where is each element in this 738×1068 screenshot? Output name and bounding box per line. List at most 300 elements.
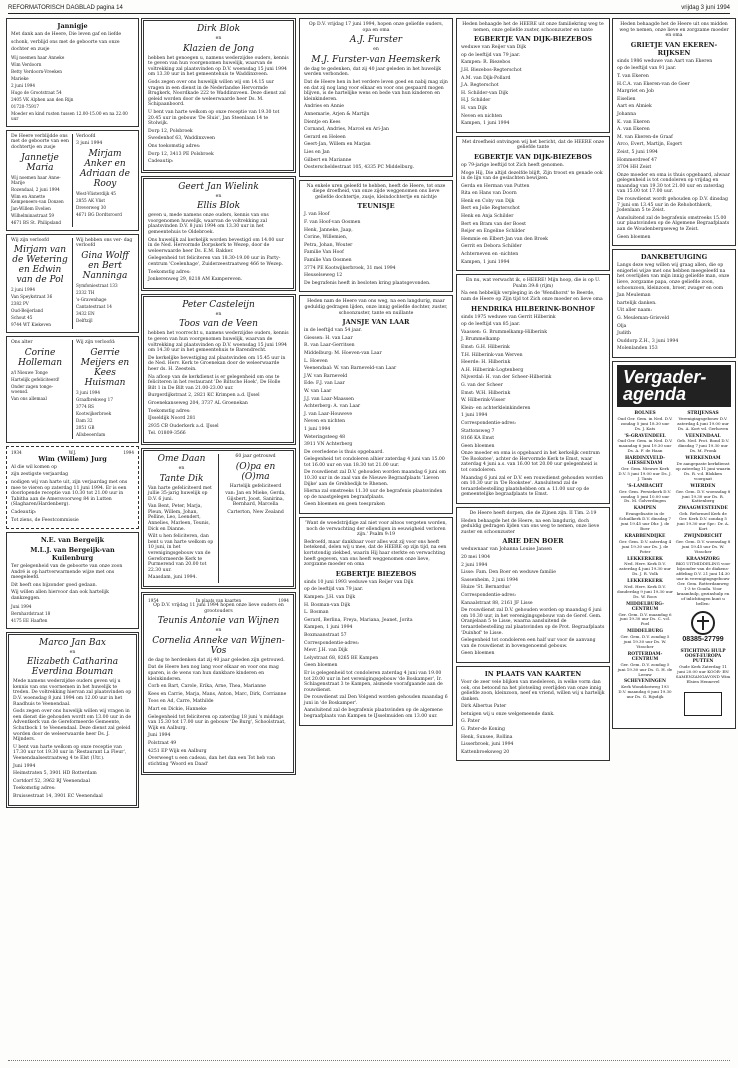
ad-text: Correspondentie-adres:	[461, 420, 517, 426]
ad-text: Bert en Jolie Regterschot	[461, 206, 520, 212]
ad-text: Juni 1994	[13, 763, 36, 769]
ad-text: 4251 EP Wijk en Aalburg	[148, 748, 207, 754]
column-1	[6, 18, 139, 811]
agenda-text: Ger. Gem. D.V. zondag 5 juni 19.30 uur Ds. W. Visscher	[620, 634, 670, 649]
ad-text: Gerard en Heleen	[304, 134, 346, 140]
ad-text: Mevr. J.H. van Dijk	[304, 648, 348, 654]
ad-text: Kampen, 1 juni 1994	[304, 625, 353, 631]
ad-text: Dreverweg 30	[76, 204, 107, 210]
ad-text: Van Bent, Peter, Marja, Pleun, Willem, Johan, Pelline, Leo, Leendert, Annelies, Marleen, Teunis, Dick en Dianne.	[148, 504, 210, 532]
ad-text: Klein- en achterkleinkinderen	[461, 405, 531, 411]
agenda-heading: STRIJENSAS	[687, 410, 719, 416]
ad-text: Wilhelminastraat 59	[11, 212, 55, 218]
ad-text: Geen bloemen	[461, 651, 495, 657]
announcement-hendrika	[456, 274, 610, 504]
ad-text: Ede: F.J. van Laar	[304, 381, 345, 387]
ad-text: Lisse: Fam. Den Boer en weduwe familie	[461, 570, 556, 576]
announcement-dirk	[141, 18, 296, 173]
ad-text: Wij zijn verloofd	[11, 237, 49, 243]
ad-right-text: (O)pa en (O)ma	[235, 461, 276, 482]
column-4	[456, 18, 610, 764]
ad-sub: en	[215, 311, 222, 317]
ad-top-text: 1934	[11, 449, 22, 455]
ad-text: De rouwdienst zal Den Volgend worden gehouden maandag 6 juni in 'de Boskamper'.	[304, 695, 448, 706]
ad-text: Zeist, 5 juni 1994	[617, 149, 658, 155]
ad-text: Marieke	[11, 75, 29, 81]
announcement-jannigje1	[6, 18, 139, 127]
agenda-text: Geb. Ned. Prot. Bond D.V. dinsdag 7 juni 19.30 uur Ds. M. Fronk	[676, 438, 730, 454]
ad-text: Arco, Evert, Martijn, Esgert	[617, 142, 683, 148]
ad-text: Onze moeder en oma is thuis opgebaard, alwaar gelegenheid is tot condoleren op vrijdag en maandag van 19.30 tot 21.00 uur en zaterdag van 15.00 tot 17.00 uur.	[617, 172, 730, 195]
announcement-boer	[456, 507, 610, 663]
ad-text: de dag te gedenken, dat zij 40 jaar geleden in het huwelijk werden verbonden.	[304, 66, 442, 78]
ad-text: Ouddorp Z.H., 3 juni 1994	[617, 338, 679, 344]
agenda-left	[617, 409, 673, 725]
ad-text: T. van Ekeren	[617, 73, 649, 79]
ad-text: Tel. 01809-3566	[148, 431, 186, 437]
agenda-heading: 'S-LAMBACHT	[627, 483, 663, 489]
ad-right-name: Gina Wolff en Bert Nanninga	[81, 250, 129, 281]
agenda-heading: 'S-GRAVENDEEL	[624, 433, 666, 439]
ad-text: 20 mei 1904	[461, 555, 491, 560]
announcement-kaarten	[456, 666, 610, 762]
ad-text: Cadeautip:	[148, 159, 174, 165]
ad-text: Kampen, 1 juni 1994	[461, 259, 510, 265]
ad-text: Olja	[617, 323, 627, 329]
agenda-heading: MIDDELBURG	[627, 629, 663, 635]
ad-text: 'Want de woedstrijdige zal niet voor altoos vergeten worden, noch de verwachting der ellendigen in eeuwigheid verloren zijn.' Psalm 9:19	[305, 521, 447, 538]
announcement-peter	[141, 294, 296, 445]
ad-text: H.C.A. van Ekeren-van de Geer	[617, 81, 690, 87]
ad-text: de dag te herdenken dat zij 40 jaar geleden zijn getrouwd.	[148, 657, 285, 663]
agenda-heading: LEKKERKERK	[627, 579, 663, 585]
ad-left	[11, 340, 69, 439]
ad-text: Er is gelegenheid tot condoleren zaterdag 4 juni van 19.00 tot 20.00 uur in het verenigingsgebouw 'de Boskamper', Ir. Schlagenstraat 3 te Kampen, alsmede voorafgaande aan de rouwdienst.	[304, 670, 443, 693]
ad-right-text: 60 jaar getrouwd	[235, 453, 276, 459]
ad-text: Dirk Albertus Pater	[461, 704, 507, 710]
ad-text: Huize 'St. Bernardus'	[461, 585, 511, 591]
ad-text: Annemarie, Arjen & Martijn	[304, 111, 370, 117]
announcement-dank	[612, 249, 736, 358]
ad-text: Na afloop van de kerkdienst is er gelegenheid om ons te feliciteren in het restaurant 'De Biltsche Hoek', De Holle Bilt 1 in De Bilt van 21.00-23.00 uur.	[148, 374, 281, 391]
announcement-dijk	[456, 18, 610, 133]
ad-text: Hierna zal omstreeks 11.30 uur de begrafenis plaatsvinden op de naastgelegen begraafplaats.	[304, 489, 443, 500]
ad-text: Middelburg: M. Hoeven-van Laar	[304, 350, 382, 356]
ad-split	[11, 134, 134, 227]
ad-title: Geert Jan Wielink	[178, 181, 259, 192]
ad-text: Familie Van Oosmen	[304, 258, 352, 264]
ad-text: dochter en zusje	[11, 47, 50, 53]
agenda-text: Ger. Gem. D.V. woensdag 8 juni 19.45 uur Ds. W. Visscher	[675, 538, 731, 554]
ad-text: Toekomstig adres:	[148, 408, 191, 414]
ad-title2: Toos van de Veen	[179, 319, 258, 330]
agenda-text: Ger. Gem. D.V. woensdag 8 juni 19.30 uur Ds. R. Kattenberg	[675, 488, 731, 504]
ad-text: Emst: W.H. Hilberink	[461, 390, 511, 396]
agenda-text: Evangelisatie in de Schuilkerk D.V. dinsdag 7 juni 19.45 uur Dhr. J. de Boer	[619, 511, 671, 531]
announcement-biezebos	[299, 517, 453, 726]
ad-text: Maasdam, juni 1994.	[148, 575, 197, 581]
announcement-dijk2	[456, 136, 610, 272]
ad-title: EGBERTJE BIEZEBOS	[335, 569, 417, 578]
ad-text: G. Pater	[461, 719, 480, 725]
announcement-onedaan	[141, 448, 296, 589]
ad-text: Andries en Annie	[304, 104, 344, 110]
ad-text: 2382 PV	[11, 301, 29, 307]
ad-text: geven u, mede namens onze ouders, kennis van ons voorgenomen huwelijk, waarvan de voltrekking zal plaatsvinden D.V. 8 juni 1994 om 13.30 uur in het gemeentehuis te Oldebroek.	[148, 213, 269, 236]
announcement-wim	[6, 446, 139, 529]
ad-text: 2935 CB Ouderkerk a.d. IJssel	[148, 423, 219, 429]
ad-text: Kees en Carrie, Marja, Mans, Anton, Marc, Dirk, Corrianne	[148, 691, 287, 697]
ad-text: Schout 45	[11, 315, 33, 321]
announcement-jannetje	[6, 130, 139, 231]
ad-text: De rouwdienst zal D.V. gehouden worden op maandag 6 juni om 10.30 uur, in het verenigingsgebouw van de Geref. Gem. Oranjelaan 5 te Lisse, waarna aansluitend de teraardebestelling zal plaatsvinden op de Prot. Begraafplaats 'Duinhof' te Lisse.	[461, 608, 605, 636]
ad-text: Correspondentie-adres:	[461, 592, 517, 598]
ad-text: Kattenbroeksweg 20	[461, 749, 510, 755]
header-right: vrijdag 3 juni 1994	[681, 5, 730, 11]
ad-sub: en	[178, 465, 185, 471]
ad-text: 3774 RS	[76, 403, 95, 409]
agenda-text: Ned. Herv. Kerk D.V. donderdag 9 juni 19.30 uur Ds. W. Roos	[617, 584, 673, 599]
ad-text: G. Pater-de Koning	[461, 727, 505, 733]
ad-title2: Cornelia Anneke van Wijnen-Vos	[152, 635, 285, 656]
agenda-heading: ROTTERDAM-CENTRUM	[627, 651, 663, 662]
ad-text: z/l Nieuwe Tonge	[11, 369, 48, 375]
ad-text: Groenekanseweg 204, 3737 AL Groenekan	[148, 400, 248, 406]
ad-text: Hemmie en Elbert-Jan van den Broek	[461, 236, 548, 242]
ad-text: Corb en Bart, Carole, Erika, Arne, Thea, Marianne	[148, 684, 266, 690]
ad-text: Henk, Janneke, Jaap,	[304, 227, 353, 233]
ad-text: Moeder en kind rusten tussen 12.00-15.00 en na 22.00 uur	[11, 110, 128, 121]
header-left: REFORMATORISCH DAGBLAD pagina 14	[8, 5, 123, 11]
ad-name: Jannigje	[57, 22, 88, 30]
ad-title: GRIETJE VAN EKEREN-RIJKSEN	[630, 40, 718, 57]
page-footer-rule	[8, 1060, 730, 1064]
ad-text: Na een hebbelijk verpleging in de 'Wendhorst' te Beerde, nam de Heere op Zijn tijd tot Zich onze moeder en lieve oma	[461, 291, 603, 302]
ad-text: Geen bloemen	[461, 443, 495, 449]
ad-text: Dit heeft ons bijzonder goed gedaan.	[11, 582, 98, 588]
ad-title2: Ellis Blok	[196, 201, 241, 212]
ad-text: hebben het voorrecht u, namens wederzijdse ouders, kennis te geven van hun voorgenomen huwelijk, waarvan de voltrekking zal plaatsvinden op D.V. woensdag 15 juni 1994 om 14.30 uur in het gemeentehuis te Barendrecht.	[148, 331, 289, 354]
ad-text: Vaassen: G. Brummelkamp-Hilberink	[461, 329, 548, 335]
ad-text: Op D.V. vrijdag 11 juni 1994 hopen onze lieve ouders en grootouders	[153, 603, 284, 614]
announcement-furster	[299, 18, 453, 177]
ad-text: Neven en nichten	[304, 419, 346, 425]
ad-text: Bruissestraat 14, 3901 EC Veenendaal	[13, 793, 103, 799]
ad-text: 4671 BG Dordtsroord	[76, 211, 122, 217]
ad-text: J.H. Biezebos-Regterschot	[461, 67, 522, 73]
agenda-right	[675, 409, 731, 725]
ad-title: JANSJE VAN LAAR	[342, 318, 410, 327]
ad-text: Heimstraten 5, 3901 HD Rotterdam	[13, 771, 97, 777]
ad-text: F. van Hoof-van Oosmen	[304, 220, 361, 226]
ad-text: Oosterscheldestraat 105, 4335 PC Middelburg.	[304, 165, 415, 171]
ad-text: Rita en Hans van Doorn	[461, 191, 517, 197]
agenda-heading: ZWIJNDRECHT	[684, 533, 722, 539]
ad-text: 4175 EE Haaften	[11, 617, 48, 623]
ad-text: Hugo de Grootstraat 54	[11, 89, 62, 95]
ad-text: Kanaalstraat 88, 2161 JF Lisse	[461, 600, 533, 606]
ad-top-text: 1994	[278, 598, 289, 603]
ad-right-name: Mirjam Anker en Adriaan de Rooy	[80, 148, 130, 189]
ad-text: Gods zegen over ons huwelijk willen wij om 14.15 uur vragen in een dienst in de Nederlandse Hervormde Brugkerk, Noordkade 222 te Waddinxveen. Deze dienst zal geleid worden door de weleerwaarde heer Ds. M. Schipaanboord.	[148, 79, 286, 108]
ad-text: Van ons allemaal	[11, 395, 47, 401]
agenda-text: Oud Ger. Gem. in Ned. D.V. maandag 6 juni 19.30 uur Ds. A. F. de Haan	[617, 438, 673, 454]
ad-text: Lelystraat 68, 8265 BE Kampen	[304, 655, 379, 661]
ad-text: 2 juni 1994	[11, 82, 36, 88]
ad-text: H. Bosman-van Dijk	[304, 602, 351, 608]
agenda-heading: KAMPEN	[633, 506, 657, 512]
ad-text: op de leeftijd van 91 jaar.	[617, 66, 677, 72]
ad-sub: en	[215, 36, 222, 41]
ad-text: Cortdorf 52, 3962 RJ Veenendaal	[13, 778, 90, 784]
ad-text: 2332 TH	[76, 289, 95, 295]
ad-title: Marco Jan Bax	[39, 637, 106, 648]
ad-text: Weteringsteeg 48	[304, 434, 346, 440]
ad-text: Aansluitend zal de begrafenis plaatsvinden op de algemene begraafplaats van Kampen te IJsselmuiden om 13.00 uur.	[304, 708, 443, 720]
agenda-text: Kerk Wonddoriweg 193 D.V. maandag 6 juni 19.30 uur Ds. G. Rijsdijk	[618, 684, 672, 700]
cross-icon	[691, 611, 715, 635]
ad-text: Henk, Sunsee, Rollina	[461, 734, 513, 740]
announcement-ekeren	[612, 18, 736, 246]
ad-text: Juni 1994	[148, 733, 171, 739]
ad-text: Dat de Heere hen in het verdere leven goed en nabij mag zijn en dat zij nog lang voor elkaar en voor ons gespaard mogen blijven, is de hartelijke wens en bede van hun kinderen en kleinkinderen.	[304, 79, 448, 102]
ad-text: Heden behaagde het de HEERE uit onze familiekring weg te nemen, onze geliefde zuster, schoonzuster en tante	[462, 22, 604, 33]
ad-text: Henk en Anja Schilder	[461, 214, 514, 220]
ad-sub: en	[69, 649, 76, 655]
ad-text: Hommerdreef 47	[617, 157, 657, 163]
ad-text: L. Bosman	[304, 610, 329, 616]
ad-text: Delftzijl	[76, 317, 93, 323]
ad-title: Wim (Willem) Jurg	[38, 454, 107, 463]
ad-text: Dorp 12, Polsbroek	[148, 128, 193, 134]
ad-text: R. van Laar-Gerritsen	[304, 343, 355, 349]
ad-text: 9744 WT Kiekeven	[11, 322, 51, 328]
ad-text: weduwnaar van Johanna Louise Jansen	[461, 547, 553, 553]
ad-text: Heuselseweg 12	[304, 273, 343, 279]
agenda-text: Ned. Herv. Kerk D.V. zaterdag 4 juni 19.30 uur Ds. J. R. Volk	[619, 561, 671, 577]
ad-text: J. van Laar-Houweve	[304, 411, 353, 417]
ad-title: Peter Casteleijn	[182, 299, 255, 310]
ad-text: Gelegenheid tot feliciteren van 18.30-19.00 uur in Party-centrum 'Coelenhage', Zuiderzeestraatweg 466 te Wezep.	[148, 256, 283, 268]
ad-text: De Heere verblijdde ons met de geboorte van een dochtertje en zusje	[11, 133, 70, 150]
ad-text: Gelegenheid tot feliciteren op zaterdag 18 juni 's middags van 15.30 tot 17.00 uur in gebouw 'De Burg', Schoolstraat, Wijk en Aalburg.	[148, 714, 286, 731]
ad-text: Wij zijn verloofd:	[76, 340, 116, 346]
ad-text: Judith	[617, 331, 632, 337]
ad-name: Mirjam van de Wetering en Edwin van de Pol	[12, 245, 68, 286]
ad-text: Geen bloemen	[617, 234, 651, 240]
ad-title: A.J. Furster	[349, 35, 403, 46]
stichting-logo	[675, 685, 731, 725]
ad-text: nodigen wij van harte uit, zijn verjaardag met ons mee te vieren op zaterdag 11 juni 1994. Er is een doorlopende receptie van 10.30 tot 21.00 uur in Tabitha aan de Amersvoorweg 84 in Lutten (Slagharen/Hardenberg).	[11, 479, 128, 508]
ad-text: H. van Dijk	[461, 105, 488, 111]
ad-text: op 79-jarige leeftijd tot Zich heeft genomen.	[461, 162, 565, 168]
ad-text: Overweegt u een cadeau, dan het dan een Tot heb van stichting 'Woord en Daad'	[148, 756, 275, 767]
page-header	[8, 4, 730, 14]
ad-text: G. van der Scheer	[461, 382, 503, 388]
ad-text: Wim Verdoorn	[11, 61, 42, 67]
ad-text: Mart en Dickie, Hanneke	[148, 706, 207, 712]
ad-text: Van harte gefeliciteerd met jullie 35-jarig huwelijk op D.V. 6 juni.	[148, 485, 212, 502]
ad-title2: Tante Dik	[159, 473, 204, 484]
ad-text: Petra, Johan, Wouter	[304, 242, 353, 248]
ad-text: Voor de zeer vele blijken van medeleven, in welke vorm dan ook, ons betoond na het plotseling overlijden van onze innig geliefde zoon, kleinzoon, neef en vriend, willen wij u hartelijk danken.	[461, 679, 605, 702]
ad-text: Symfoniestraat 133	[76, 282, 118, 288]
ad-text: Henk en Coby van Dijk	[461, 198, 515, 204]
ad-text: J. Brummelkamp	[461, 337, 500, 343]
ad-top-text: 1954	[148, 598, 159, 603]
ad-text: betuigen wij u onze welgemeende dank.	[461, 711, 555, 717]
agenda-heading: MIDDELBURG-CENTRUM	[626, 601, 664, 612]
ad-text: Al die wil komen op	[11, 464, 57, 470]
ad-text: Emst: G.H. Hilberink	[461, 344, 510, 350]
ad-text: 's-Gravenhage	[76, 296, 107, 302]
ad-text: L. Hoeven	[304, 358, 328, 364]
ad-right-text: Carterton, New Zealand	[227, 509, 284, 515]
agenda-heading: ZWAAGWESTEINDE	[678, 506, 728, 512]
ad-text: 3704 HH Zeist	[617, 165, 652, 171]
ad-right	[72, 340, 134, 439]
ad-text: Bernhardstraat 18	[11, 610, 51, 616]
ad-text: 2 juni 1994	[461, 562, 488, 568]
ad-text: Swedenhof 63, Waddinxveen	[148, 136, 216, 142]
ad-text: Cadeautip:	[11, 509, 37, 515]
ad-text: 2405 VK Alphen aan den Rijn	[11, 96, 74, 102]
ad-text: Lies en Jan	[304, 149, 330, 155]
agenda-heading: KRABBENDIJKE	[624, 533, 666, 539]
ad-text: Mede namens wederzijdse ouders geven wij u kennis van ons voornemen in het huwelijk te treden. De voltrekking hiervan zal plaatsvinden op D.V. woensdag 8 juni 1994 om 12.00 uur in het Raadhuis te Veenendaal.	[13, 679, 132, 707]
announcement-geert	[141, 176, 296, 291]
agenda-text: Oud Ger. Gem. in Ned. D.V. zondag 5 juni 18.30 uur Ds. J. Kats	[617, 415, 673, 431]
ad-text: Dientje en Kees	[304, 119, 341, 125]
ad-text: Heden behaagde het de Heere uit ons midden weg te nemen, onze lieve en zorgzame moeder en oma	[619, 22, 729, 39]
ad-text: Cornand, Andries, Marcel en Ari-Jan	[304, 127, 389, 133]
ad-text: De begrafenis heeft in besloten kring plaatsgevonden.	[304, 280, 431, 286]
ad-text: 8166 KA Emst	[461, 436, 495, 442]
ad-text: Achterberg: A. van Laar	[304, 404, 361, 410]
ad-text: A.H. Hilberink-Logtenberg	[461, 367, 524, 373]
ad-text: A.M. van Dijk-Pollard	[461, 75, 511, 81]
ad-left	[11, 134, 69, 227]
ad-text: schonk, verblijd ons met de geboorte van onze	[11, 39, 120, 45]
ad-text: Wij noemen haar Anneke	[11, 54, 65, 60]
ad-text: Ons alter	[11, 340, 33, 346]
ad-text: Toekomstig adres:	[13, 786, 56, 792]
ad-text: J.J. van Laar-Maassen	[304, 396, 354, 402]
ad-text: De overledene is thuis opgebaard.	[304, 449, 384, 455]
ad-name2: M.L.J. van Bergeijk-van Kuilenburg	[30, 546, 115, 563]
star-emblem-icon	[684, 692, 722, 716]
ad-text: Langs deze weg willen wij graag allen, die op enigerlei wijze met ons hebben meegeleefd na het overlijden van mijn innig geliefde man, onze lieve, zorgzame papa, onze geliefde zoon, schoonzoon, kleinzoon, broer, zwager en oom	[617, 263, 730, 291]
announcement-bergsjik	[6, 532, 139, 629]
ad-text: weduwe van Reijer van Dijk	[461, 45, 526, 51]
ad-text: Aansluitend zal de begrafenis omstreeks 15.00 uur plaatsvinden op de Algemene Begraafplaats aan de Woudenbergseweg te Zeist.	[617, 215, 730, 233]
agenda-text: Ger. Gem. D.V. maandag 6 juni 19.30 uur Ds. C. v.d. Poel	[618, 611, 672, 627]
ad-right-text: Hartelijk gefeliciteerd	[229, 483, 282, 489]
ad-text: Kampen: J.H. van Dijk	[304, 594, 356, 600]
agenda-heading: STICHTING HULP OOST-EUROPA PUTTEN	[680, 649, 726, 665]
ad-name: N.E. van Bergeijk	[40, 536, 105, 545]
announcement-laar	[299, 295, 453, 514]
ad-text: 3432 EN	[76, 310, 95, 316]
agenda-text: Ger. Gem. Nieuwe Kerk D.V. 5 juni 19.00 uur Ds. J. J. Tanis	[618, 466, 672, 481]
ad-sub: en	[373, 47, 379, 53]
ad-text: J.W. van Barneveld	[304, 373, 348, 379]
agenda-text: Ger. Gem. D.V. zondag 5 juni 19.30 uur Ds. G. H. de Leeuw	[617, 661, 673, 677]
ad-text: Johanna	[617, 111, 636, 117]
agenda-columns	[617, 409, 731, 725]
agenda-heading: SCHEVENINGEN	[623, 679, 667, 685]
ad-text: En nu, wat verwacht ik, o HEERE! Mijn hoop, die is op U. Psalm 39:8 (rijm)	[465, 278, 601, 289]
ad-text: Jan-Willem Evelien	[11, 205, 51, 211]
ad-right	[218, 454, 289, 583]
ad-text: hartelijk danken.	[617, 300, 657, 306]
ad-text: Dam 32	[76, 417, 93, 423]
ad-split	[11, 340, 134, 439]
ad-text: Heerde: H. Hilberink	[461, 360, 511, 366]
ad-text: 01720-75917	[11, 103, 40, 109]
ad-text: H. Schilder-van Dijk	[461, 90, 509, 96]
announcement-verloofd	[6, 234, 139, 334]
ad-text: Kampen: R. Biezebos	[461, 60, 511, 66]
agenda-title: Vergader-agenda	[617, 365, 731, 407]
ad-text: Gerrit en Debora Schilder	[461, 244, 522, 250]
kraamzorg-logo	[675, 607, 731, 648]
ad-text: 3 juni 1994	[76, 141, 103, 147]
ad-text: Allsbeoerdam	[76, 431, 106, 437]
ad-text: Bedroefd, maar dankbaar voor alles wat zij voor ons heeft betekend, delen wij u mee, dat de HEERE op zijn tijd, na een kortstondig ziekbed, waarin Hij haar sterkte en verwachting heeft gegeven, van ons heeft weggenomen onze lieve, zorgzame moeder en oma	[304, 539, 447, 568]
ad-text: Nijverdal: H. van der Scheer-Hilberink	[461, 375, 552, 381]
ad-text: A. van Ekeren	[617, 127, 650, 133]
ad-name: Jannetje Maria	[21, 152, 59, 173]
ad-title: Teunis Antonie van Wijnen	[157, 616, 280, 627]
ad-text: Ons toekomstig adres:	[148, 143, 201, 149]
ad-text: Gerard, Berlina, Freya, Mariana, Jeanet, Jorita	[304, 617, 413, 623]
ad-text: G. Meuleman-Grisveld	[617, 315, 670, 321]
announcement-corine	[6, 336, 139, 443]
agenda-heading: HARDINXVELD-GIESSENDAM	[624, 456, 666, 467]
vergader-agenda	[612, 361, 736, 729]
ad-name: Corine Holleman	[17, 347, 63, 368]
ad-text: De kerkelijke bevestiging zal plaatsvinden om 15.45 uur in de Ned. Herv. Kerk te Groenekan door de weleerwaarde heer ds. H. Zeestein.	[148, 355, 286, 372]
agenda-text: De aangepaste kerkdienst op zaterdag 11 juni waarin Ds. R. v.d. Blokken voorgaat	[675, 461, 731, 481]
ad-text: Corine, Willemien,	[304, 235, 348, 241]
ad-right-text: van: Jan en Mieke, Gerda, Gijsbert, Joost, Sanirina, Bernhard, Marcella	[225, 491, 286, 508]
ad-title: EGBERTJE VAN DIJK-BIEZEBOS	[474, 35, 592, 44]
ad-title: HENDRIKA HILBERINK-BONHOF	[471, 304, 595, 313]
ad-text: Na enkele uren geleefd te hebben, heeft de Heere, tot onze diepe droefheid, van onze zijde weggenomen ons lieve geliefde dochtertje, zusje, kleindochtertje en nichtje	[306, 183, 446, 200]
ad-text: Cantatestraat 14	[76, 303, 112, 309]
ad-text: 3911 VN Achterberg	[304, 442, 353, 448]
ad-text: Familie Van Hoof	[304, 250, 344, 256]
ad-text: Heden behaagde het de Heere, na een langdurig, doch geduldig gedragen lijden van ons weg te nemen, onze lieve zuster en schoonzuster	[461, 518, 600, 535]
ad-text: U bent van harte welkom op onze receptie van 19.30 tot 20.45 uur in gebouw 'De Sluis', Jan Steenlaan 14 te Stolwijk.	[148, 109, 280, 127]
ad-text: Margriet en Job	[617, 89, 654, 95]
ad-text: Reijer en Engeline Schilder	[461, 229, 526, 235]
ad-text: 2 juni 1994	[11, 287, 36, 293]
ad-text: Juni 1994	[11, 603, 32, 609]
ad-text: Geen bloemen	[304, 663, 338, 669]
kraamzorg-phone: 08385-27799	[682, 636, 724, 644]
ad-text: Gelegenheid tot condoleren alhier zaterdag 4 juni van 15.00 tot 16.00 uur en van 18.30 tot 21.00 uur.	[304, 457, 445, 468]
ad-text: sinds 10 juni 1993 weduwe van Reijer van Dijk	[304, 579, 414, 585]
ad-text: Jonkerenweg 29, 8218 AM Kampereven.	[148, 277, 243, 283]
ad-text: Aart en Almiek	[617, 104, 652, 110]
ad-text: Verloofd	[76, 133, 96, 139]
ad-title: IN PLAATS VAN KAARTEN	[484, 669, 582, 678]
ad-sub: en	[215, 193, 222, 199]
ad-top-text: W.J.	[68, 449, 77, 455]
ad-text: hebben het genoegen u, namens wederzijdse ouders, kennis te geven van hun voorgenomen huwelijk, waarvan de voltrekking zal plaatsvinden op D.V. woensdag 15 juni 1994 om 13.30 uur in het gemeentehuis te Waddinxveen.	[148, 55, 289, 78]
